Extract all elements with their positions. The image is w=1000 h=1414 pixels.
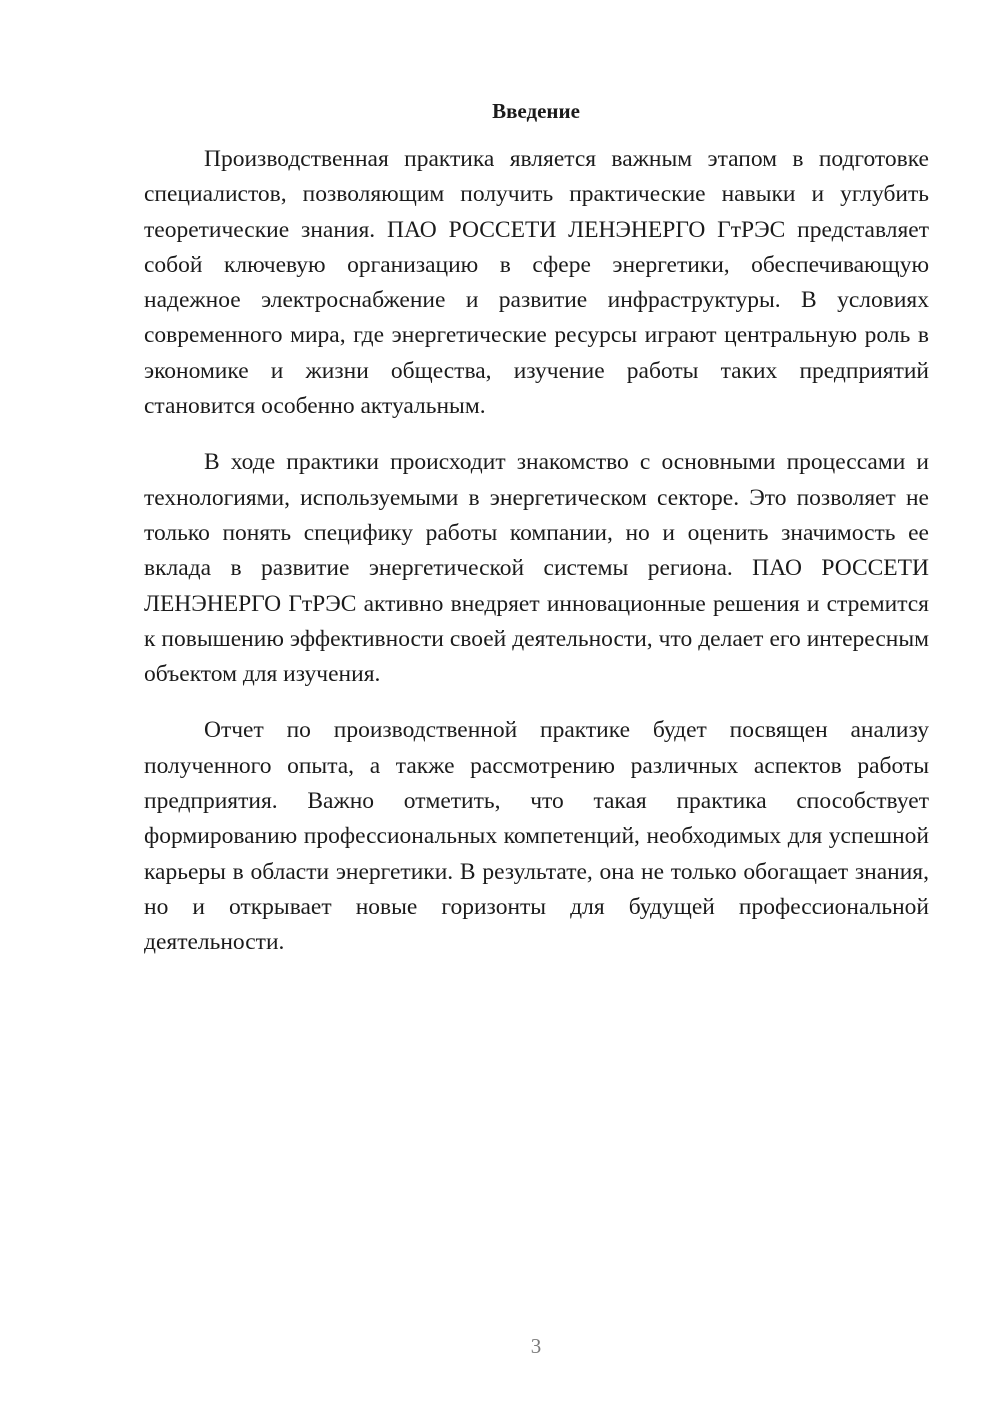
page-number: 3 [530,1334,542,1358]
page-title: Введение [492,99,580,123]
paragraph-3: Отчет по производственной практике будет посвящен анализу полученного опыта, а также рассмотрению различных аспектов работы предприятия. Важно отметить, что такая практика способствует формированию профессиональных компетенций, необходимых для успешной карьеры в области энергетики. В результате, она не только обогащает знания, но и открывает новые горизонты для будущей профессиональной деятельности. [144,717,929,956]
document-body [144,142,929,982]
paragraph-1: Производственная практика является важным этапом в подготовке специалистов, позволяющим получить практические навыки и углубить теоретические знания. ПАО РОССЕТИ ЛЕНЭНЕРГО ГтРЭС представляет собой ключевую организацию в сфере энергетики, обеспечивающую надежное электроснабжение и развитие инфраструктуры. В условиях современного мира, где энергетические ресурсы играют центральную роль в экономике и жизни общества, изучение работы таких предприятий становится особенно актуальным. [144,146,929,420]
paragraph-2: В ходе практики происходит знакомство с основными процессами и технологиями, используемыми в энергетическом секторе. Это позволяет не только понять специфику работы компании, но и оценить значимость ее вклада в развитие энергетической системы региона. ПАО РОССЕТИ ЛЕНЭНЕРГО ГтРЭС активно внедряет инновационные решения и стремится к повышению эффективности своей деятельности, что делает его интересным объектом для изучения. [144,449,929,688]
